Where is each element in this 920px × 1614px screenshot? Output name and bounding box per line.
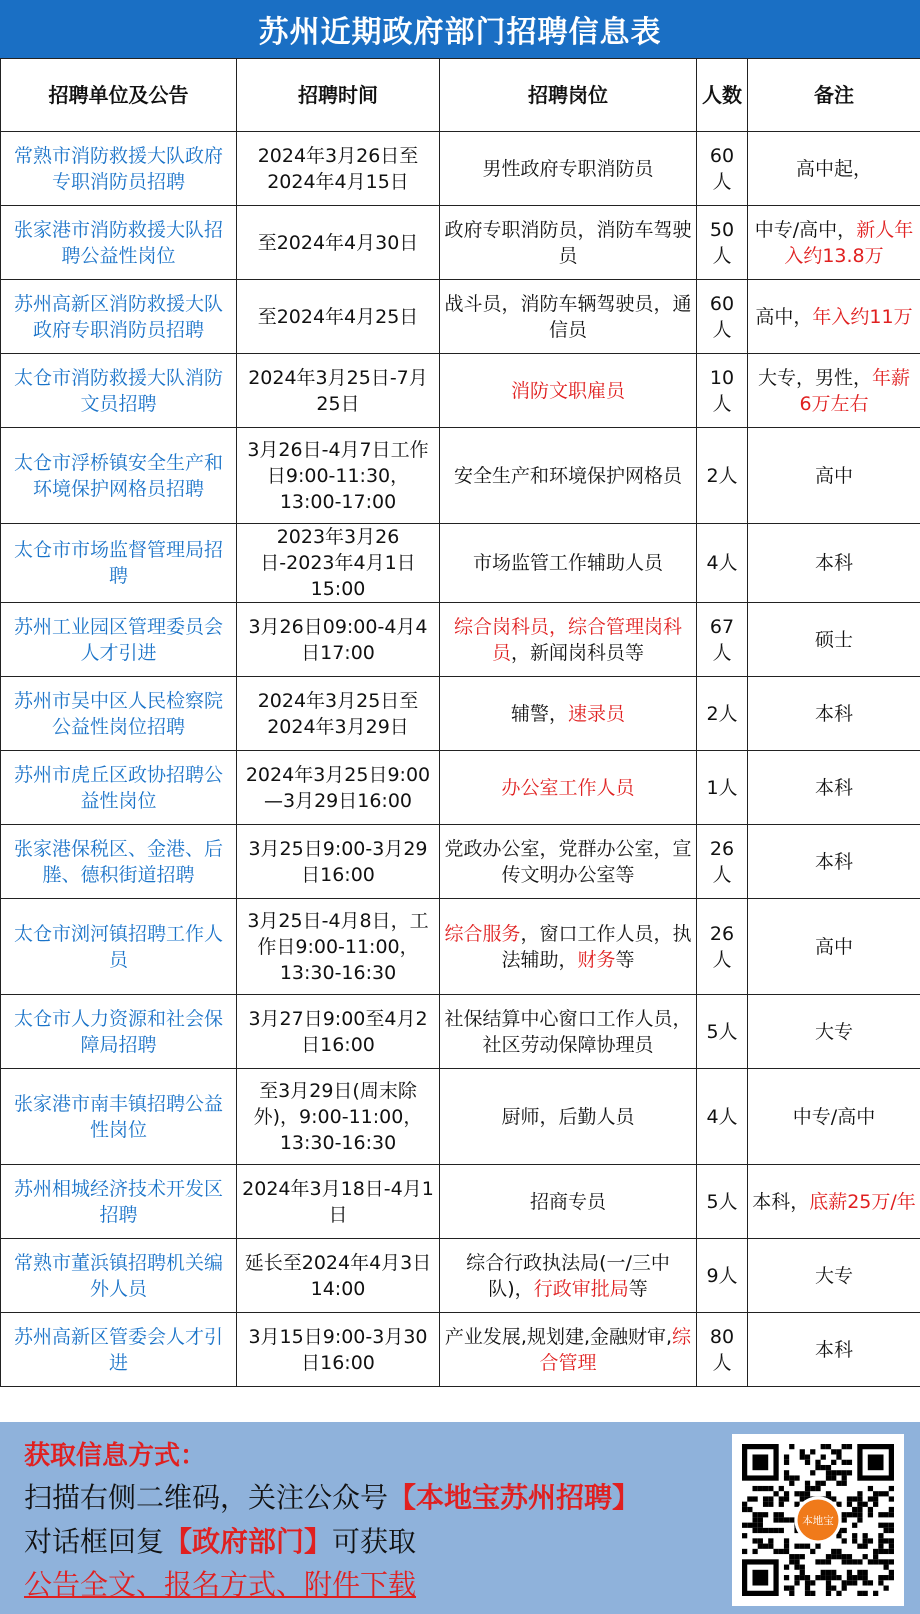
position-text: 综合行政执法局(一/三中队)， bbox=[466, 1251, 670, 1300]
position-text: ，新闻岗科员等 bbox=[511, 641, 645, 664]
note-text: 大专，男性， bbox=[757, 366, 872, 389]
recruitment-position bbox=[440, 751, 697, 825]
note bbox=[748, 206, 920, 280]
note bbox=[748, 524, 920, 603]
note-text: 高中， bbox=[755, 305, 813, 328]
position-text: 党政办公室，党群办公室，宣传文明办公室等 bbox=[444, 837, 692, 886]
note-text: 本科， bbox=[752, 1190, 810, 1213]
note bbox=[748, 354, 920, 428]
note bbox=[748, 1069, 920, 1165]
note-text: 新人年入约13.8万 bbox=[784, 218, 914, 267]
headcount: 10人 bbox=[697, 354, 748, 428]
note-text: 高中 bbox=[814, 464, 853, 487]
recruitment-unit[interactable]: 常熟市消防救援大队政府专职消防员招聘 bbox=[1, 132, 237, 206]
position-text: 等 bbox=[615, 948, 635, 971]
note bbox=[748, 751, 920, 825]
position-text: 消防文职雇员 bbox=[510, 379, 625, 402]
position-text: 综合服务 bbox=[444, 922, 521, 945]
recruitment-position bbox=[440, 206, 697, 280]
headcount: 60人 bbox=[697, 132, 748, 206]
recruitment-time: 2024年3月25日-7月25日 bbox=[237, 354, 440, 428]
recruitment-unit[interactable]: 苏州相城经济技术开发区招聘 bbox=[1, 1165, 237, 1239]
note-text: 高中起， bbox=[795, 157, 872, 180]
recruitment-unit[interactable]: 张家港市南丰镇招聘公益性岗位 bbox=[1, 1069, 237, 1165]
position-text: 辅警， bbox=[510, 702, 568, 725]
recruitment-time: 3月25日-4月8日，工作日9:00-11:00，13:30-16:30 bbox=[237, 899, 440, 995]
recruitment-position bbox=[440, 132, 697, 206]
headcount: 26人 bbox=[697, 899, 748, 995]
table-row bbox=[1, 603, 920, 677]
table-row bbox=[1, 206, 920, 280]
table-row bbox=[1, 825, 920, 899]
recruitment-unit[interactable]: 太仓市市场监督管理局招聘 bbox=[1, 524, 237, 603]
recruitment-unit[interactable]: 太仓市浏河镇招聘工作人员 bbox=[1, 899, 237, 995]
note-text: 本科 bbox=[814, 1338, 853, 1361]
note-text: 高中 bbox=[814, 935, 853, 958]
position-text: ，窗口工作人员，执法辅助， bbox=[501, 922, 692, 971]
note bbox=[748, 825, 920, 899]
column-header-unit: 招聘单位及公告 bbox=[1, 59, 237, 132]
note bbox=[748, 995, 920, 1069]
recruitment-unit[interactable]: 苏州工业园区管理委员会人才引进 bbox=[1, 603, 237, 677]
table-row bbox=[1, 1313, 920, 1387]
note-text: 中专/高中， bbox=[754, 218, 857, 241]
headcount: 2人 bbox=[697, 677, 748, 751]
recruitment-unit[interactable]: 苏州市虎丘区政协招聘公益性岗位 bbox=[1, 751, 237, 825]
recruitment-time: 至3月29日(周末除外)，9:00-11:00，13:30-16:30 bbox=[237, 1069, 440, 1165]
note-text: 年薪6万左右 bbox=[799, 366, 911, 415]
table-body bbox=[1, 132, 920, 1387]
recruitment-time: 2024年3月18日-4月1日 bbox=[237, 1165, 440, 1239]
note bbox=[748, 428, 920, 524]
recruitment-position bbox=[440, 1069, 697, 1165]
headcount: 5人 bbox=[697, 995, 748, 1069]
footer-line-1 bbox=[24, 1476, 724, 1520]
column-header-time: 招聘时间 bbox=[237, 59, 440, 132]
note bbox=[748, 677, 920, 751]
headcount: 9人 bbox=[697, 1239, 748, 1313]
recruitment-position bbox=[440, 899, 697, 995]
note bbox=[748, 1239, 920, 1313]
table-row bbox=[1, 428, 920, 524]
footer-line-2-suffix: 可获取 bbox=[332, 1525, 417, 1558]
recruitment-unit[interactable]: 太仓市消防救援大队消防文员招聘 bbox=[1, 354, 237, 428]
headcount: 26人 bbox=[697, 825, 748, 899]
headcount: 1人 bbox=[697, 751, 748, 825]
footer-panel bbox=[0, 1422, 920, 1614]
footer-text bbox=[24, 1436, 724, 1606]
qr-logo-text: 本地宝 bbox=[802, 1515, 834, 1528]
note-text: 本科 bbox=[814, 776, 853, 799]
recruitment-time: 至2024年4月30日 bbox=[237, 206, 440, 280]
note bbox=[748, 1313, 920, 1387]
column-header-position: 招聘岗位 bbox=[440, 59, 697, 132]
recruitment-time: 2024年3月25日至2024年3月29日 bbox=[237, 677, 440, 751]
recruitment-time: 3月26日09:00-4月4日17:00 bbox=[237, 603, 440, 677]
page-title: 苏州近期政府部门招聘信息表 bbox=[0, 0, 920, 58]
headcount: 5人 bbox=[697, 1165, 748, 1239]
note bbox=[748, 280, 920, 354]
table-row bbox=[1, 132, 920, 206]
recruitment-time: 2024年3月26日至2024年4月15日 bbox=[237, 132, 440, 206]
note-text: 硕士 bbox=[814, 628, 853, 651]
table-row bbox=[1, 899, 920, 995]
headcount: 50人 bbox=[697, 206, 748, 280]
recruitment-time: 3月27日9:00至4月2日16:00 bbox=[237, 995, 440, 1069]
recruitment-time: 至2024年4月25日 bbox=[237, 280, 440, 354]
recruitment-unit[interactable]: 太仓市人力资源和社会保障局招聘 bbox=[1, 995, 237, 1069]
recruitment-time: 2024年3月25日9:00—3月29日16:00 bbox=[237, 751, 440, 825]
position-text: 社保结算中心窗口工作人员，社区劳动保障协理员 bbox=[444, 1007, 692, 1056]
headcount: 4人 bbox=[697, 524, 748, 603]
note bbox=[748, 899, 920, 995]
recruitment-position bbox=[440, 354, 697, 428]
position-text: 男性政府专职消防员 bbox=[482, 157, 654, 180]
headcount: 4人 bbox=[697, 1069, 748, 1165]
position-text: 办公室工作人员 bbox=[501, 776, 635, 799]
headcount: 2人 bbox=[697, 428, 748, 524]
qr-code-icon bbox=[742, 1444, 894, 1596]
position-text: 招商专员 bbox=[529, 1190, 606, 1213]
table-row bbox=[1, 677, 920, 751]
recruitment-position bbox=[440, 995, 697, 1069]
recruitment-position bbox=[440, 280, 697, 354]
note-text: 本科 bbox=[814, 850, 853, 873]
footer-line-1-text: 扫描右侧二维码，关注公众号 bbox=[24, 1481, 389, 1514]
recruitment-unit[interactable]: 苏州市吴中区人民检察院公益性岗位招聘 bbox=[1, 677, 237, 751]
headcount: 80人 bbox=[697, 1313, 748, 1387]
recruitment-position bbox=[440, 1239, 697, 1313]
recruitment-position bbox=[440, 524, 697, 603]
recruitment-position bbox=[440, 603, 697, 677]
recruitment-unit[interactable]: 苏州高新区消防救援大队政府专职消防员招聘 bbox=[1, 280, 237, 354]
recruitment-unit[interactable]: 太仓市浮桥镇安全生产和环境保护网格员招聘 bbox=[1, 428, 237, 524]
recruitment-table bbox=[0, 58, 920, 1387]
note-text: 本科 bbox=[814, 702, 853, 725]
position-text: 安全生产和环境保护网格员 bbox=[453, 464, 682, 487]
position-text: 市场监管工作辅助人员 bbox=[472, 552, 663, 574]
position-text: 行政审批局 bbox=[533, 1277, 629, 1300]
note bbox=[748, 1165, 920, 1239]
position-text: 厨师，后勤人员 bbox=[501, 1105, 635, 1128]
recruitment-unit[interactable]: 常熟市董浜镇招聘机关编外人员 bbox=[1, 1239, 237, 1313]
recruitment-time: 3月15日9:00-3月30日16:00 bbox=[237, 1313, 440, 1387]
position-text: 政府专职消防员，消防车驾驶员 bbox=[444, 218, 692, 267]
position-text: 速录员 bbox=[568, 702, 626, 725]
position-text: 综合管理 bbox=[539, 1325, 692, 1374]
recruitment-time: 2023年3月26日-2023年4月1日15:00 bbox=[237, 524, 440, 603]
table-row bbox=[1, 1069, 920, 1165]
recruitment-unit[interactable]: 张家港市消防救援大队招聘公益性岗位 bbox=[1, 206, 237, 280]
recruitment-time: 3月26日-4月7日工作日9:00-11:30，13:00-17:00 bbox=[237, 428, 440, 524]
recruitment-position bbox=[440, 1313, 697, 1387]
note-text: 大专 bbox=[814, 1264, 853, 1287]
account-name: 【本地宝苏州招聘】 bbox=[388, 1481, 641, 1514]
note-text: 大专 bbox=[814, 1020, 853, 1043]
footer-line-2 bbox=[24, 1520, 724, 1564]
recruitment-position bbox=[440, 428, 697, 524]
qr-code[interactable] bbox=[732, 1434, 904, 1606]
table-row bbox=[1, 1165, 920, 1239]
position-text: 等 bbox=[628, 1277, 648, 1300]
recruitment-time: 延长至2024年4月3日14:00 bbox=[237, 1239, 440, 1313]
table-row bbox=[1, 1239, 920, 1313]
table-row bbox=[1, 751, 920, 825]
position-text: 财务 bbox=[577, 948, 616, 971]
note-text: 底薪25万/年 bbox=[809, 1190, 916, 1213]
column-header-note: 备注 bbox=[748, 59, 920, 132]
note bbox=[748, 132, 920, 206]
table-row bbox=[1, 524, 920, 603]
recruitment-position bbox=[440, 825, 697, 899]
note bbox=[748, 603, 920, 677]
table-row bbox=[1, 354, 920, 428]
download-link[interactable]: 公告全文、报名方式、附件下载 bbox=[24, 1568, 417, 1601]
table-header-row bbox=[1, 59, 920, 132]
recruitment-unit[interactable]: 张家港保税区、金港、后塍、德积街道招聘 bbox=[1, 825, 237, 899]
table-row bbox=[1, 280, 920, 354]
note-text: 年入约11万 bbox=[812, 305, 913, 328]
recruitment-position bbox=[440, 677, 697, 751]
position-text: 综合岗科员，综合管理岗科员 bbox=[453, 615, 682, 664]
column-header-count: 人数 bbox=[697, 59, 748, 132]
note-text: 中专/高中 bbox=[792, 1105, 876, 1128]
recruitment-position bbox=[440, 1165, 697, 1239]
headcount: 60人 bbox=[697, 280, 748, 354]
recruitment-unit[interactable]: 苏州高新区管委会人才引进 bbox=[1, 1313, 237, 1387]
footer-heading: 获取信息方式： bbox=[24, 1441, 207, 1471]
footer-line-2-text: 对话框回复 bbox=[24, 1525, 165, 1558]
note-text: 本科 bbox=[814, 552, 853, 574]
table-row bbox=[1, 995, 920, 1069]
headcount: 67人 bbox=[697, 603, 748, 677]
reply-keyword: 【政府部门】 bbox=[164, 1525, 333, 1558]
recruitment-time: 3月25日9:00-3月29日16:00 bbox=[237, 825, 440, 899]
position-text: 产业发展,规划建,金融财审, bbox=[444, 1325, 673, 1348]
position-text: 战斗员，消防车辆驾驶员，通信员 bbox=[444, 292, 692, 341]
